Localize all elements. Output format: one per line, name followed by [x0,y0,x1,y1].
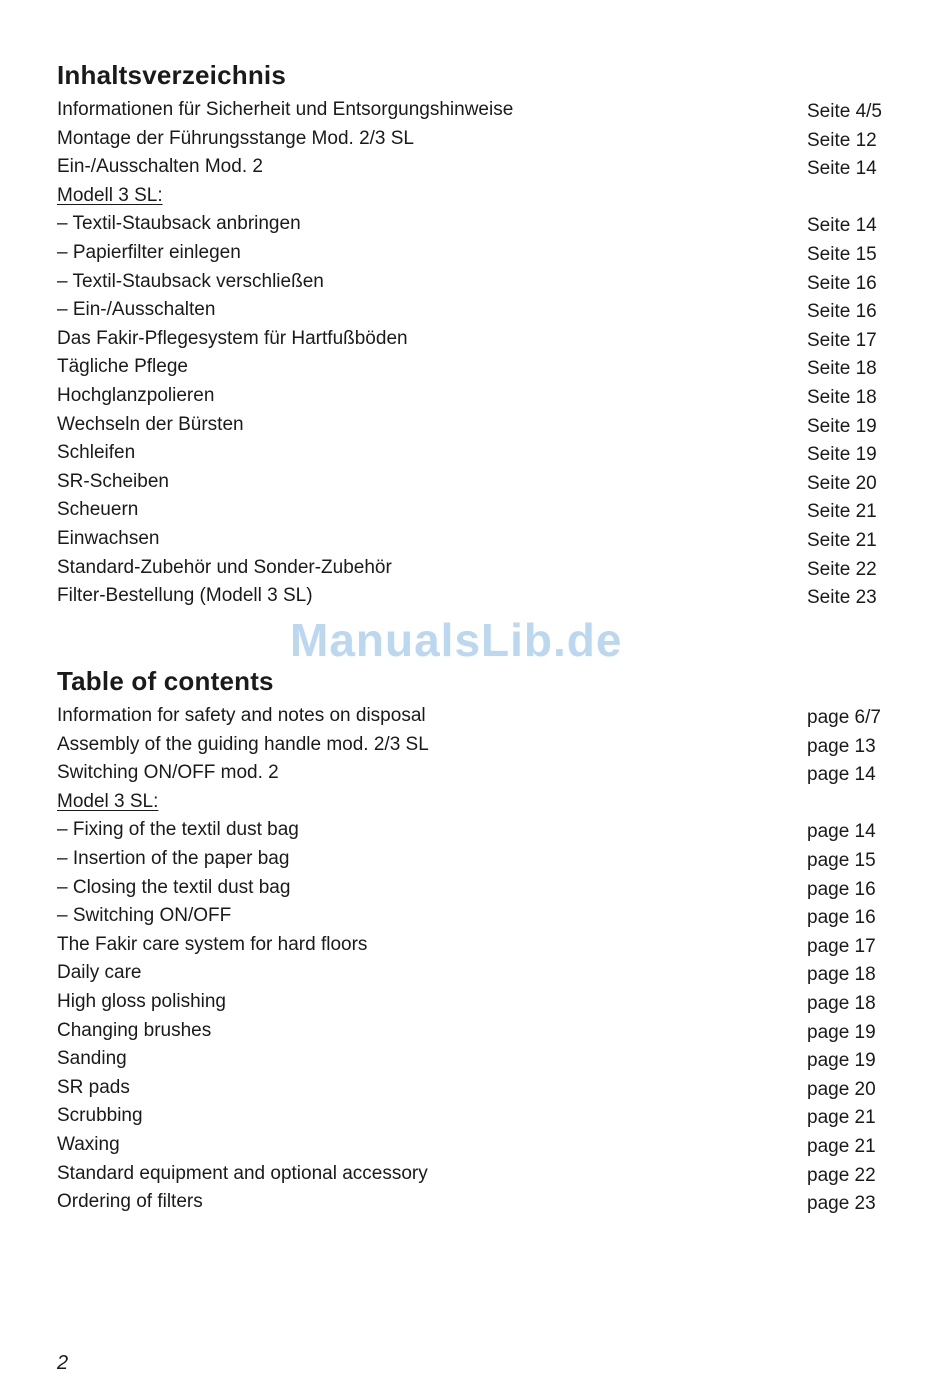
toc-entry-label: The Fakir care system for hard floors [57,933,368,955]
toc-entry-label: Standard equipment and optional accessory [57,1162,428,1184]
toc-entry-label: Sanding [57,1048,127,1070]
toc-entry [57,582,897,611]
toc-entry-page: page 13 [807,735,876,757]
toc-entry [57,268,897,297]
toc-entry [57,1045,897,1074]
toc-entry-label: Scrubbing [57,1105,143,1127]
toc-entry [57,1017,897,1046]
toc-entry-page: Seite 21 [807,529,877,551]
toc-entry-page: page 18 [807,992,876,1014]
toc-list-german [57,96,897,611]
toc-entry-page: Seite 14 [807,158,877,180]
toc-entry-page: page 20 [807,1078,876,1100]
toc-subheading [57,182,897,211]
toc-entry-label: – Papierfilter einlegen [57,241,241,263]
toc-entry [57,496,897,525]
toc-entry [57,816,897,845]
toc-entry-page: page 14 [807,821,876,843]
toc-list-english [57,702,897,1217]
toc-entry-label: – Textil-Staubsack anbringen [57,213,301,235]
toc-entry [57,1102,897,1131]
toc-entry [57,353,897,382]
toc-entry [57,1188,897,1217]
toc-entry-page: page 22 [807,1164,876,1186]
toc-entry-label: SR pads [57,1076,130,1098]
toc-entry-page: page 19 [807,1050,876,1072]
toc-entry-label: – Textil-Staubsack verschließen [57,270,324,292]
toc-entry-label: High gloss polishing [57,990,226,1012]
toc-entry-label: – Ein-/Ausschalten [57,299,216,321]
toc-subheading-label: Model 3 SL: [57,790,159,812]
toc-heading-german: Inhaltsverzeichnis [57,60,287,90]
toc-entry [57,902,897,931]
toc-entry-label: Scheuern [57,499,139,521]
toc-entry-page: Seite 17 [807,329,877,351]
toc-entry-label: Filter-Bestellung (Modell 3 SL) [57,585,313,607]
toc-entry-page: page 23 [807,1193,876,1215]
toc-section-english [57,664,897,1217]
toc-entry-page: Seite 20 [807,472,877,494]
toc-entry-page: page 21 [807,1107,876,1129]
toc-entry-label: – Closing the textil dust bag [57,876,291,898]
toc-entry-label: Wechseln der Bürsten [57,413,244,435]
toc-entry [57,845,897,874]
toc-entry-page: page 18 [807,964,876,986]
toc-entry-label: Information for safety and notes on disposal [57,705,426,726]
toc-entry [57,759,897,788]
toc-entry-label: Informationen für Sicherheit und Entsorgungshinweise [57,99,514,120]
toc-entry [57,874,897,903]
toc-entry-label: Daily care [57,962,142,984]
toc-entry [57,931,897,960]
toc-entry-page: Seite 23 [807,587,877,609]
toc-entry-label: Hochglanzpolieren [57,384,215,406]
toc-entry-page: Seite 21 [807,501,877,523]
toc-entry [57,554,897,583]
toc-entry-page: Seite 16 [807,301,877,323]
toc-entry-page: Seite 15 [807,243,877,265]
toc-entry [57,525,897,554]
toc-entry-page: Seite 19 [807,444,877,466]
toc-entry-label: – Insertion of the paper bag [57,847,290,869]
toc-entry [57,468,897,497]
toc-entry [57,296,897,325]
toc-entry-page: Seite 22 [807,558,877,580]
toc-entry-page: page 6/7 [807,707,881,728]
toc-entry-label: Einwachsen [57,527,160,549]
toc-entry [57,1074,897,1103]
toc-entry-label: Standard-Zubehör und Sonder-Zubehör [57,556,392,578]
toc-entry-page: Seite 18 [807,358,877,380]
toc-entry [57,439,897,468]
toc-entry [57,382,897,411]
toc-entry-page: page 14 [807,764,876,786]
toc-entry-page: page 16 [807,907,876,929]
page-number: 2 [57,1352,69,1374]
toc-entry-label: – Fixing of the textil dust bag [57,819,299,841]
toc-entry-label: Tägliche Pflege [57,356,188,378]
toc-entry-page: page 16 [807,878,876,900]
toc-entry [57,325,897,354]
toc-entry-label: Switching ON/OFF mod. 2 [57,762,279,784]
toc-entry-page: Seite 14 [807,215,877,237]
toc-entry-page: page 19 [807,1021,876,1043]
toc-entry-page: Seite 4/5 [807,101,882,122]
toc-entry [57,96,897,125]
toc-entry [57,731,897,760]
toc-subheading-label: Modell 3 SL: [57,184,163,206]
toc-entry-page: Seite 19 [807,415,877,437]
toc-entry-page: page 21 [807,1135,876,1157]
toc-entry [57,125,897,154]
toc-entry-page: page 15 [807,849,876,871]
watermark: ManualsLib.de [290,614,623,666]
toc-entry [57,702,897,731]
toc-entry [57,210,897,239]
toc-entry [57,239,897,268]
toc-entry-label: Assembly of the guiding handle mod. 2/3 SL [57,733,429,755]
toc-entry-page: Seite 18 [807,386,877,408]
toc-subheading [57,788,897,817]
toc-entry-page: page 17 [807,935,876,957]
toc-entry-label: Changing brushes [57,1019,212,1041]
toc-section-german [57,58,897,611]
toc-entry [57,1160,897,1189]
toc-entry-page: Seite 16 [807,272,877,294]
toc-entry [57,988,897,1017]
toc-entry [57,153,897,182]
toc-heading-english: Table of contents [57,666,274,696]
toc-entry-page: Seite 12 [807,129,877,151]
toc-entry [57,411,897,440]
toc-entry-label: SR-Scheiben [57,470,169,492]
toc-entry [57,959,897,988]
toc-entry-label: – Switching ON/OFF [57,905,232,927]
toc-entry-label: Ordering of filters [57,1191,203,1213]
toc-entry [57,1131,897,1160]
toc-entry-label: Montage der Führungsstange Mod. 2/3 SL [57,127,415,149]
toc-entry-label: Schleifen [57,442,136,464]
toc-entry-label: Ein-/Ausschalten Mod. 2 [57,156,263,178]
toc-entry-label: Das Fakir-Pflegesystem für Hartfußböden [57,327,408,349]
toc-entry-label: Waxing [57,1133,120,1155]
